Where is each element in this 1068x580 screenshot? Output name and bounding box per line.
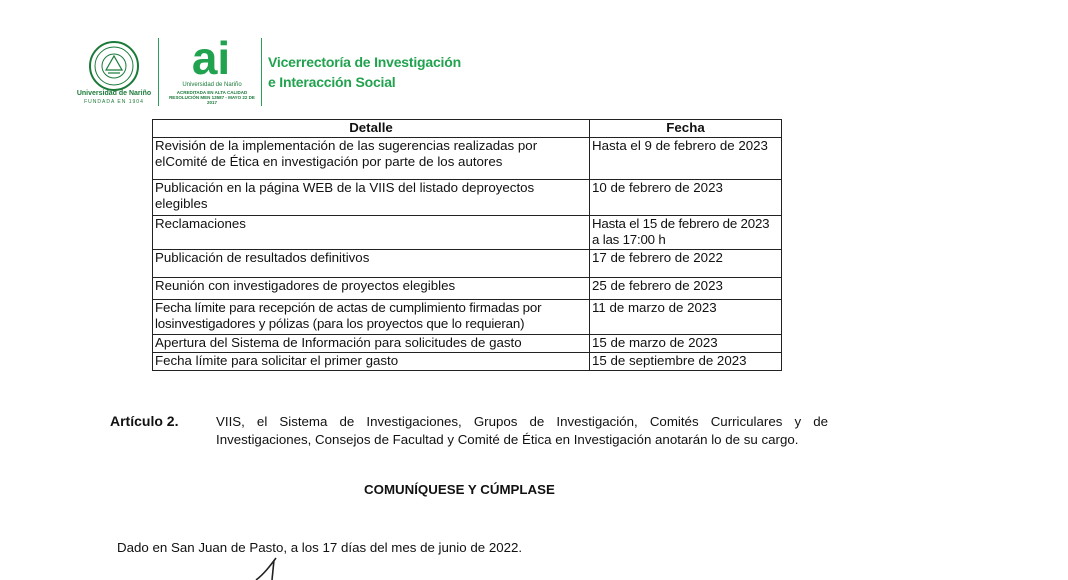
date-cell: Hasta el 9 de febrero de 2023: [590, 137, 782, 179]
given-place-date: Dado en San Juan de Pasto, a los 17 días del mes de junio de 2022.: [117, 540, 523, 555]
closing-statement: COMUNÍQUESE Y CÚMPLASE: [364, 482, 555, 497]
table-row: [153, 352, 782, 370]
detail-cell: Publicación en la página WEB de la VIIS del listado deproyectos elegibles: [153, 179, 590, 215]
table-header-row: [153, 120, 782, 138]
date-cell: 10 de febrero de 2023: [590, 179, 782, 215]
date-cell: 15 de septiembre de 2023: [590, 352, 782, 370]
column-header-date: Fecha: [590, 120, 782, 138]
university-founded: FUNDADA EN 1904: [84, 99, 144, 105]
table-row: [153, 277, 782, 299]
signature-icon: [250, 556, 290, 580]
article-label: Artículo 2.: [110, 413, 179, 429]
table-row: [153, 215, 782, 249]
office-line-2: e Interacción Social: [268, 74, 396, 90]
table-row: [153, 137, 782, 179]
university-seal-icon: [88, 40, 140, 92]
date-cell: 15 de marzo de 2023: [590, 334, 782, 352]
date-cell: Hasta el 15 de febrero de 2023 a las 17:00 h: [590, 215, 782, 249]
column-header-detail: Detalle: [153, 120, 590, 138]
date-cell: 11 de marzo de 2023: [590, 299, 782, 334]
date-cell: 17 de febrero de 2022: [590, 249, 782, 277]
divider: [158, 38, 159, 106]
divider: [261, 38, 262, 106]
table-row: [153, 334, 782, 352]
detail-cell: Revisión de la implementación de las sugerencias realizadas por elComité de Ética en investigación por parte de los autores: [153, 137, 590, 179]
university-name: Universidad de Nariño: [76, 90, 152, 97]
detail-cell: Apertura del Sistema de Información para solicitudes de gasto: [153, 334, 590, 352]
schedule-table: [152, 119, 782, 371]
detail-cell: Reclamaciones: [153, 215, 590, 249]
ai-accreditation: [166, 90, 258, 105]
detail-cell: Publicación de resultados definitivos: [153, 249, 590, 277]
office-name: [268, 52, 461, 92]
table-row: [153, 299, 782, 334]
ai-university: Universidad de Nariño: [182, 82, 242, 88]
ai-logo-icon: [180, 34, 242, 84]
ai-accreditation-line-1: ACREDITADA EN ALTA CALIDAD: [176, 90, 248, 95]
table-row: [153, 249, 782, 277]
ai-logo-letters: ai: [191, 34, 231, 84]
date-cell: 25 de febrero de 2023: [590, 277, 782, 299]
ai-accreditation-line-2: RESOLUCIÓN MEN 13587 - MAYO 22 DE 2017: [169, 95, 255, 105]
article-text: VIIS, el Sistema de Investigaciones, Grupos de Investigación, Comités Curriculares y de Investigaciones, Consejos de Facultad y Comité de Ética en Investigación anotarán lo de su cargo.: [216, 414, 828, 447]
table-row: [153, 179, 782, 215]
office-line-1: Vicerrectoría de Investigación: [268, 54, 461, 70]
detail-cell: Reunión con investigadores de proyectos elegibles: [153, 277, 590, 299]
detail-cell: Fecha límite para solicitar el primer gasto: [153, 352, 590, 370]
detail-cell: Fecha límite para recepción de actas de cumplimiento firmadas por losinvestigadores y pólizas (para los proyectos que lo requieran): [153, 299, 590, 334]
